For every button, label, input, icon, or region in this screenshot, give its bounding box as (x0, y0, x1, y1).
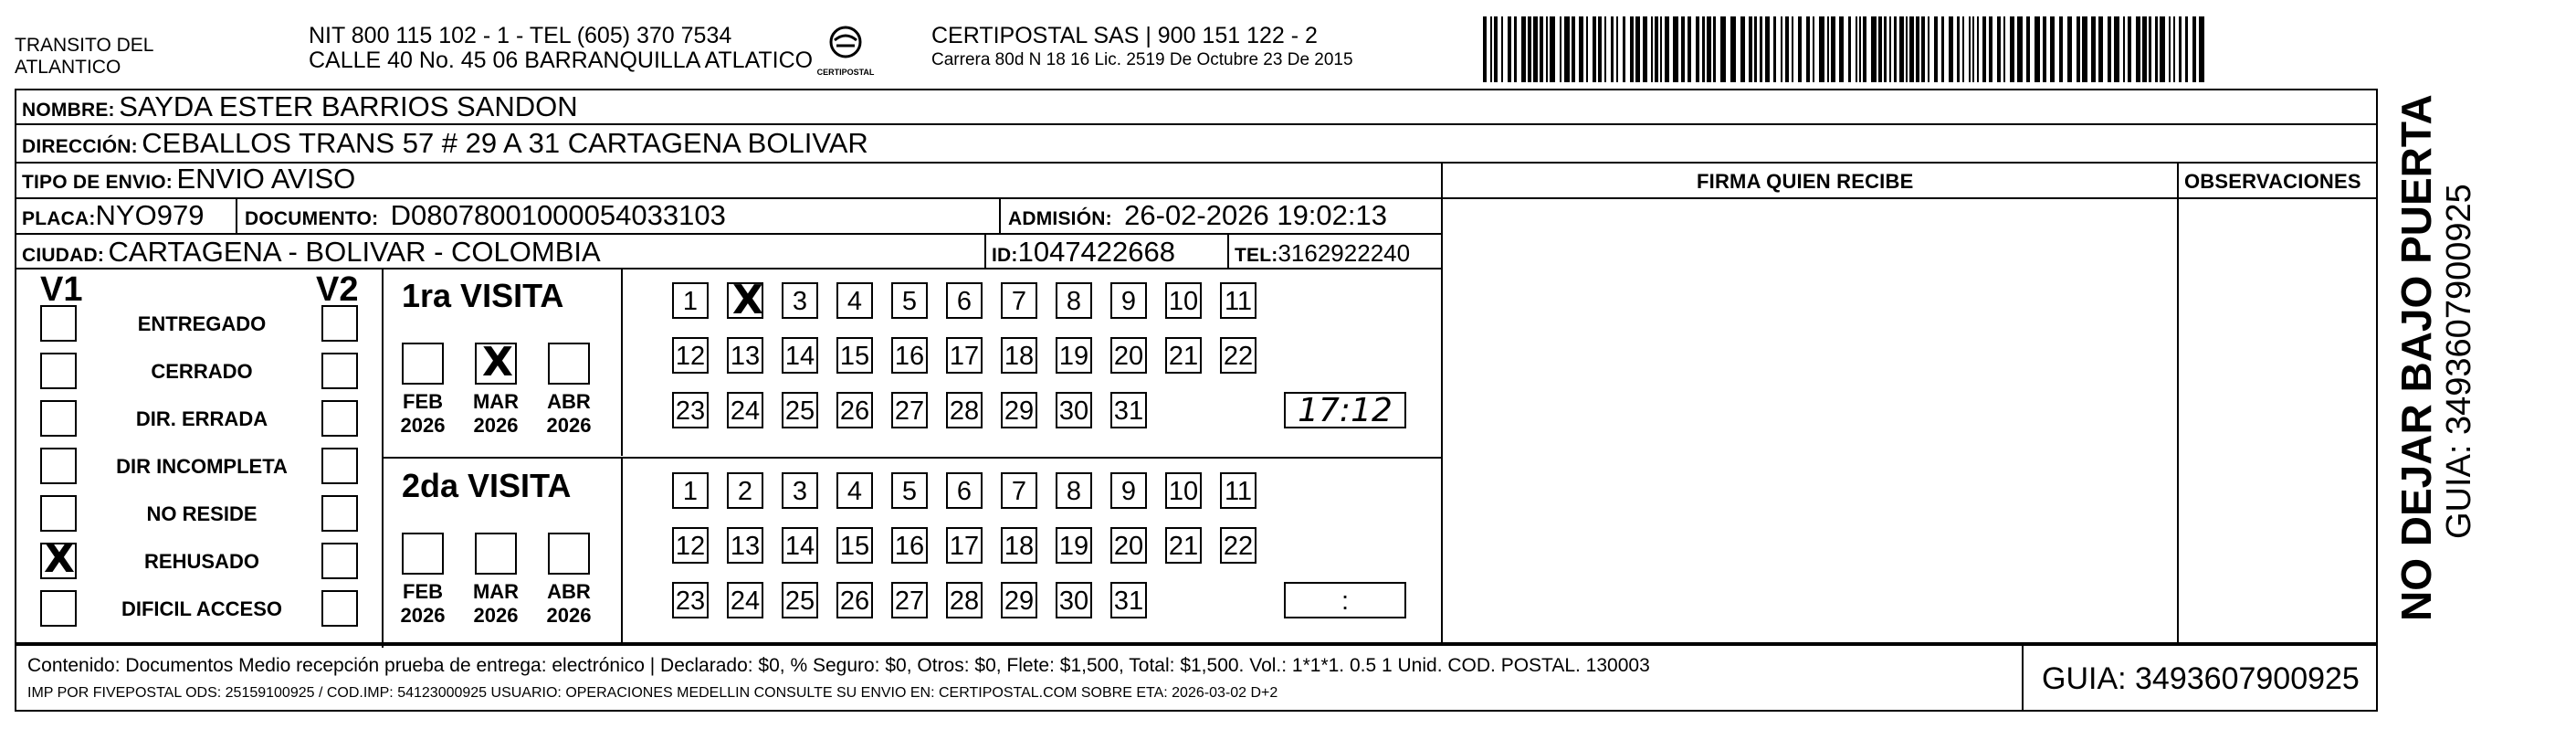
tipo-envio-field: TIPO DE ENVIO: ENVIO AVISO (22, 163, 356, 195)
ciudad-field: CIUDAD: CARTAGENA - BOLIVAR - COLOMBIA (22, 236, 601, 268)
barcode-bar (1528, 16, 1531, 82)
barcode-bar (1643, 16, 1647, 82)
v2-checkbox[interactable] (321, 353, 358, 389)
day-box[interactable]: 8 (1056, 472, 1092, 509)
month-year: 2026 (400, 414, 446, 437)
barcode-bar (1765, 16, 1770, 82)
barcode-bar (1730, 16, 1736, 82)
day-box[interactable]: 7 (1001, 282, 1037, 319)
barcode-bar (1673, 16, 1678, 82)
barcode-bar (1623, 16, 1625, 82)
barcode-bar (2142, 16, 2147, 82)
day-box[interactable]: 1 (672, 472, 709, 509)
barcode-bar (1540, 16, 1543, 82)
barcode-bar (2136, 16, 2140, 82)
barcode-bar (1572, 16, 1575, 82)
placa-value: NYO979 (95, 199, 205, 231)
day-box[interactable] (727, 277, 763, 323)
nombre-value: SAYDA ESTER BARRIOS SANDON (119, 90, 578, 122)
barcode-bar (2017, 16, 2023, 82)
placa-field: PLACA:NYO979 (22, 199, 205, 231)
barcode-bar (1521, 16, 1526, 82)
barcode-bar (1813, 16, 1814, 82)
day-box[interactable]: 28 (946, 392, 983, 428)
barcode-bar (1665, 16, 1669, 82)
visit-title: 1ra VISITA (402, 277, 564, 314)
day-box[interactable]: 23 (672, 392, 709, 428)
barcode-bar (2114, 16, 2119, 82)
v1-checkbox[interactable] (40, 353, 77, 389)
barcode-bar (1798, 16, 1802, 82)
barcode-bar (1773, 16, 1776, 82)
barcode-bar (2160, 16, 2165, 82)
barcode-bar (1894, 16, 1897, 82)
v2-checkbox[interactable] (321, 590, 358, 627)
month-label (464, 580, 528, 628)
barcode-bar (1916, 16, 1919, 82)
barcode-bar (1819, 16, 1824, 82)
day-box[interactable]: 20 (1110, 337, 1147, 374)
barcode-bar (1760, 16, 1762, 82)
barcode-bar (1490, 16, 1492, 82)
day-box[interactable]: 20 (1110, 527, 1147, 564)
barcode-bar (1754, 16, 1757, 82)
barcode-bar (1928, 16, 1929, 82)
month-year: 2026 (400, 604, 446, 627)
company-line-2: ATLANTICO (15, 57, 121, 78)
barcode-bar (1586, 16, 1588, 82)
status-label: CERRADO (151, 360, 253, 383)
v1-checkbox[interactable] (40, 305, 77, 342)
v1-checkbox[interactable] (40, 590, 77, 627)
admision-value: 26-02-2026 19:02:13 (1124, 199, 1387, 231)
barcode-bar (1696, 16, 1699, 82)
barcode-bar (1749, 16, 1752, 82)
barcode-bar (1839, 16, 1844, 82)
svg-text:CERTIPOSTAL: CERTIPOSTAL (816, 68, 875, 77)
month-checkbox[interactable] (475, 533, 517, 575)
day-box[interactable]: 5 (891, 472, 928, 509)
visit-title: 2da VISITA (402, 467, 572, 504)
barcode-bar (2003, 16, 2005, 82)
status-label: DIR. ERRADA (135, 407, 268, 430)
barcode-bar (1977, 16, 1979, 82)
barcode-bar (1681, 16, 1685, 82)
day-box[interactable]: 14 (782, 337, 818, 374)
month-name: FEB (403, 580, 443, 603)
barcode-bar (2123, 16, 2125, 82)
barcode-bar (1740, 16, 1745, 82)
barcode-bar (1972, 16, 1974, 82)
barcode-bar (1969, 16, 1971, 82)
day-box[interactable]: 21 (1165, 337, 1202, 374)
day-box[interactable]: 6 (946, 282, 983, 319)
barcode-bar (1884, 16, 1887, 82)
day-box[interactable]: 7 (1001, 472, 1037, 509)
v1-checkbox[interactable] (40, 535, 77, 582)
barcode-bar (1863, 16, 1866, 82)
barcode-bar (1494, 16, 1498, 82)
documento-value: D08078001000054033103 (390, 199, 726, 231)
barcode-bar (2050, 16, 2055, 82)
barcode-bar (1909, 16, 1914, 82)
day-box[interactable]: 11 (1220, 472, 1256, 509)
barcode-bar (2010, 16, 2014, 82)
month-x-mark: X (482, 339, 513, 386)
side-warning: NO DEJAR BAJO PUERTA (2392, 94, 2440, 621)
barcode-bar (2067, 16, 2072, 82)
barcode-bar (1564, 16, 1570, 82)
barcode-bar (2169, 16, 2171, 82)
day-box[interactable]: 13 (727, 337, 763, 374)
v2-checkbox[interactable] (321, 305, 358, 342)
day-box[interactable]: 25 (782, 392, 818, 428)
day-box[interactable]: 24 (727, 392, 763, 428)
barcode-bar (1651, 16, 1653, 82)
v2-checkbox[interactable] (321, 543, 358, 579)
day-box[interactable]: 6 (946, 472, 983, 509)
time-box[interactable]: : (1284, 582, 1406, 618)
day-box[interactable]: 9 (1110, 472, 1147, 509)
barcode-bar (1702, 16, 1705, 82)
barcode-bar (1720, 16, 1726, 82)
barcode-bar (1781, 16, 1782, 82)
status-label: DIR INCOMPLETA (116, 455, 288, 478)
barcode-bar (2173, 16, 2175, 82)
day-box[interactable]: 27 (891, 582, 928, 618)
day-box[interactable]: 18 (1001, 337, 1037, 374)
day-box[interactable]: 29 (1001, 392, 1037, 428)
barcode-bar (1792, 16, 1793, 82)
barcode-bar (1598, 16, 1602, 82)
barcode-bar (1660, 16, 1662, 82)
day-box[interactable]: 3 (782, 282, 818, 319)
barcode-bar (1579, 16, 1583, 82)
barcode-bar (1871, 16, 1877, 82)
barcode-bar (1707, 16, 1711, 82)
tel-value: 3162922240 (1277, 239, 1411, 267)
barcode-bar (1546, 16, 1548, 82)
barcode-bar (1848, 16, 1851, 82)
day-box[interactable]: 17 (946, 527, 983, 564)
status-label: DIFICIL ACCESO (121, 597, 282, 620)
day-box[interactable]: 18 (1001, 527, 1037, 564)
status-label: ENTREGADO (137, 312, 267, 335)
barcode-bar (2098, 16, 2103, 82)
status-label: NO RESIDE (146, 502, 258, 525)
barcode-bar (1560, 16, 1561, 82)
barcode-bar (1785, 16, 1789, 82)
v1-label: V1 (40, 270, 83, 309)
v2-label: V2 (316, 270, 359, 309)
day-box[interactable]: 26 (836, 392, 873, 428)
id-value: 1047422668 (1017, 236, 1176, 268)
v2-checkbox[interactable] (321, 400, 358, 437)
barcode-bar (1806, 16, 1810, 82)
address-line: CALLE 40 No. 45 06 BARRANQUILLA ATLATICO (309, 48, 814, 73)
day-box[interactable]: 16 (891, 337, 928, 374)
month-label (391, 390, 455, 438)
company-line-1: TRANSITO DEL (15, 35, 154, 56)
nit-line: NIT 800 115 102 - 1 - TEL (605) 370 7534 (309, 23, 732, 48)
day-box[interactable]: 30 (1056, 392, 1092, 428)
day-box[interactable]: 21 (1165, 527, 1202, 564)
side-text (2392, 73, 2502, 621)
day-box[interactable]: 22 (1220, 527, 1256, 564)
day-box[interactable]: 9 (1110, 282, 1147, 319)
day-box[interactable]: 12 (672, 337, 709, 374)
barcode-bar (1630, 16, 1634, 82)
barcode-bar (1713, 16, 1716, 82)
barcode-bar (1906, 16, 1908, 82)
ciudad-value: CARTAGENA - BOLIVAR - COLOMBIA (108, 236, 601, 268)
barcode-bar (1957, 16, 1960, 82)
barcode-bar (1604, 16, 1606, 82)
barcode-bar (1827, 16, 1829, 82)
day-box[interactable]: 13 (727, 527, 763, 564)
day-box[interactable]: 19 (1056, 337, 1092, 374)
barcode-bar (1508, 16, 1511, 82)
contenido-line: Contenido: Documentos Medio recepción prueba de entrega: electrónico | Declarado: $0, % Seguro: $0, Otros: $0, Flete: $1,500, Total: $1,500. Vol.: 1*1*1. 0.5 1 Unid. COD. POSTAL. 130003 (27, 655, 1650, 676)
barcode-bar (1941, 16, 1944, 82)
day-box[interactable]: 4 (836, 472, 873, 509)
v1-checkbox[interactable] (40, 495, 77, 532)
day-box[interactable]: 22 (1220, 337, 1256, 374)
imp-line: IMP POR FIVEPOSTAL ODS: 25159100925 / COD.IMP: 54123000925 USUARIO: OPERACIONES MEDELLIN CONSULTE SU ENVIO EN: CERTIPOSTAL.COM SOBRE ETA: 2026-03-02 D+2 (27, 685, 1278, 701)
certipostal-logo-icon (815, 24, 877, 80)
day-box[interactable]: 17 (946, 337, 983, 374)
barcode-bar (1934, 16, 1938, 82)
month-label (464, 390, 528, 438)
v2-checkbox[interactable] (321, 448, 358, 484)
barcode-bar (1831, 16, 1835, 82)
barcode (1483, 16, 2204, 82)
day-box[interactable]: 3 (782, 472, 818, 509)
barcode-bar (1921, 16, 1925, 82)
barcode-bar (1593, 16, 1596, 82)
month-label (391, 580, 455, 628)
barcode-bar (1655, 16, 1658, 82)
day-box[interactable]: 4 (836, 282, 873, 319)
month-year: 2026 (473, 414, 519, 437)
barcode-bar (1949, 16, 1953, 82)
barcode-bar (2035, 16, 2040, 82)
barcode-bar (2077, 16, 2080, 82)
day-box[interactable]: 15 (836, 337, 873, 374)
day-box[interactable]: 16 (891, 527, 928, 564)
documento-field: DOCUMENTO: D08078001000054033103 (245, 199, 726, 231)
sender-info (309, 24, 813, 73)
day-box[interactable]: 28 (946, 582, 983, 618)
barcode-bar (1533, 16, 1538, 82)
barcode-bar (1483, 16, 1487, 82)
barcode-bar (2179, 16, 2182, 82)
day-box[interactable]: 8 (1056, 282, 1092, 319)
barcode-bar (2128, 16, 2131, 82)
barcode-bar (1688, 16, 1691, 82)
day-box[interactable]: 12 (672, 527, 709, 564)
barcode-bar (2091, 16, 2096, 82)
day-x-mark: X (732, 277, 763, 323)
barcode-bar (1899, 16, 1904, 82)
admision-field: ADMISIÓN: 26-02-2026 19:02:13 (1008, 199, 1387, 231)
day-box[interactable]: 11 (1220, 282, 1256, 319)
month-label (537, 580, 601, 628)
barcode-bar (2043, 16, 2046, 82)
day-box[interactable]: 10 (1165, 472, 1202, 509)
day-box[interactable]: 15 (836, 527, 873, 564)
month-checkbox[interactable] (548, 343, 590, 385)
barcode-bar (1878, 16, 1882, 82)
barcode-bar (1514, 16, 1517, 82)
month-checkbox[interactable] (548, 533, 590, 575)
month-name: ABR (547, 580, 591, 603)
company-name (15, 35, 153, 79)
tipo-envio-value: ENVIO AVISO (176, 163, 356, 195)
barcode-bar (1616, 16, 1618, 82)
time-box[interactable]: 17:12 (1284, 392, 1406, 428)
side-guia: GUIA: 3493607900925 (2440, 184, 2478, 539)
day-box[interactable]: 31 (1110, 392, 1147, 428)
month-year: 2026 (546, 604, 592, 627)
v1-checkbox[interactable] (40, 400, 77, 437)
tel-field: TEL:3162922240 (1235, 239, 1411, 267)
direccion-value: CEBALLOS TRANS 57 # 29 A 31 CARTAGENA BOLIVAR (142, 127, 868, 159)
month-checkbox[interactable] (402, 533, 444, 575)
barcode-bar (2082, 16, 2087, 82)
status-label: REHUSADO (144, 550, 259, 573)
observaciones-header: OBSERVACIONES (2184, 170, 2361, 193)
month-checkbox[interactable] (475, 339, 517, 386)
v2-checkbox[interactable] (321, 495, 358, 532)
month-checkbox[interactable] (402, 343, 444, 385)
day-box[interactable]: 14 (782, 527, 818, 564)
day-box[interactable]: 31 (1110, 582, 1147, 618)
barcode-bar (1611, 16, 1614, 82)
month-name: MAR (472, 390, 520, 413)
month-name: FEB (403, 390, 443, 413)
month-name: MAR (472, 580, 520, 603)
day-box[interactable]: 25 (782, 582, 818, 618)
license-line: Carrera 80d N 18 16 Lic. 2519 De Octubre 23 De 2015 (931, 50, 1353, 69)
day-box[interactable]: 5 (891, 282, 928, 319)
barcode-bar (2192, 16, 2196, 82)
firma-header: FIRMA QUIEN RECIBE (1697, 170, 1914, 193)
day-box[interactable]: 27 (891, 392, 928, 428)
barcode-bar (1550, 16, 1555, 82)
barcode-bar (2155, 16, 2158, 82)
barcode-bar (1635, 16, 1640, 82)
id-field: ID:1047422668 (992, 236, 1176, 268)
day-box[interactable]: 1 (672, 282, 709, 319)
month-name: ABR (547, 390, 591, 413)
barcode-bar (2185, 16, 2188, 82)
day-box[interactable]: 10 (1165, 282, 1202, 319)
barcode-bar (2026, 16, 2030, 82)
day-box[interactable]: 26 (836, 582, 873, 618)
barcode-bar (1889, 16, 1891, 82)
barcode-bar (1982, 16, 1986, 82)
day-box[interactable]: 30 (1056, 582, 1092, 618)
day-box[interactable]: 29 (1001, 582, 1037, 618)
day-box[interactable]: 24 (727, 582, 763, 618)
nombre-field: NOMBRE: SAYDA ESTER BARRIOS SANDON (22, 90, 578, 122)
month-year: 2026 (546, 414, 592, 437)
month-year: 2026 (473, 604, 519, 627)
courier-line: CERTIPOSTAL SAS | 900 151 122 - 2 (931, 23, 1318, 48)
barcode-bar (1989, 16, 1992, 82)
footer-guia: GUIA: 3493607900925 (2042, 661, 2360, 696)
barcode-bar (1501, 16, 1503, 82)
barcode-bar (2149, 16, 2151, 82)
barcode-bar (1962, 16, 1964, 82)
barcode-bar (1856, 16, 1857, 82)
day-box[interactable]: 19 (1056, 527, 1092, 564)
day-box[interactable]: 23 (672, 582, 709, 618)
barcode-bar (2199, 16, 2204, 82)
barcode-bar (2059, 16, 2063, 82)
barcode-bar (2108, 16, 2111, 82)
barcode-bar (1859, 16, 1861, 82)
day-box[interactable]: 2 (727, 472, 763, 509)
month-label (537, 390, 601, 438)
barcode-bar (1997, 16, 2001, 82)
direccion-field: DIRECCIÓN: CEBALLOS TRANS 57 # 29 A 31 CARTAGENA BOLIVAR (22, 127, 868, 159)
v1-x-mark: X (44, 535, 75, 582)
courier-info (931, 24, 1353, 72)
v1-checkbox[interactable] (40, 448, 77, 484)
